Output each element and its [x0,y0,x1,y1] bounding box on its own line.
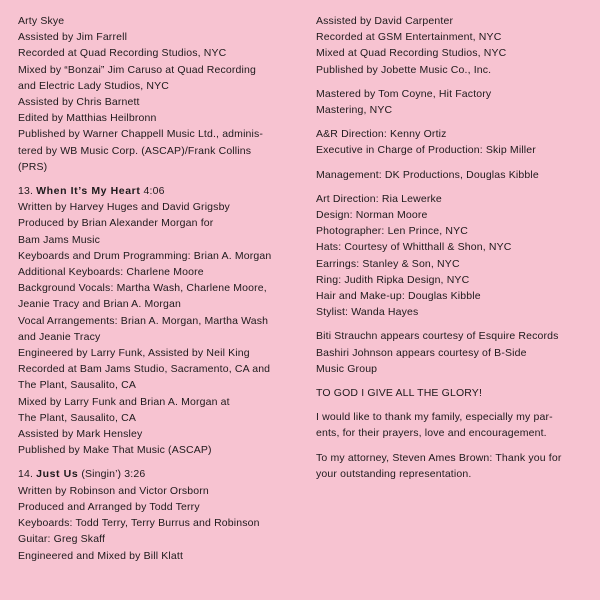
family-thanks [316,409,588,441]
track-heading [18,466,290,482]
left-column [18,13,290,564]
credit-line: Keyboards and Drum Programming: Brian A. Morgan [18,249,272,262]
credit-line: Earrings: Stanley & Son, NYC [316,257,460,270]
track-subtitle: (Singin’) [81,468,122,481]
credit-line: Arty Skye [18,15,65,27]
track-duration: 4:06 [143,185,165,198]
credits-top [18,13,290,175]
credit-line: Assisted by Jim Farrell [18,31,128,44]
credit-line: Assisted by Chris Barnett [18,96,140,109]
credit-line: Keyboards: Todd Terry, Terry Burrus and Robinson [18,517,260,530]
credit-line: Background Vocals: Martha Wash, Charlene Moore, [18,282,267,295]
mastering-block [316,86,588,118]
management-block [316,167,588,183]
credit-line: Written by Harvey Huges and David Grigsby [18,201,230,214]
production-block [316,126,588,158]
credit-line: Assisted by Mark Hensley [18,428,143,441]
track-13 [18,183,290,458]
credit-line: Music Group [316,362,378,375]
credit-line: Recorded at Quad Recording Studios, NYC [18,47,227,60]
credit-line: Hair and Make-up: Douglas Kibble [316,290,481,303]
dedication [316,385,588,401]
attorney-thanks [316,450,588,482]
credit-line: and Electric Lady Studios, NYC [18,79,169,92]
credit-line: tered by WB Music Corp. (ASCAP)/Frank Collins [18,144,252,157]
credit-line: Published by Warner Chappell Music Ltd., adminis- [18,128,264,141]
credit-line: Published by Jobette Music Co., Inc. [316,63,492,76]
track-title: Just Us [36,468,79,481]
credit-line: Mixed by “Bonzai” Jim Caruso at Quad Recording [18,63,256,76]
credits-block [316,13,588,78]
track-number: 14. [18,468,34,481]
credit-line: Guitar: Greg Skaff [18,533,106,546]
credit-line: Written by Robinson and Victor Orsborn [18,484,209,497]
credit-line: Mastered by Tom Coyne, Hit Factory [316,87,492,100]
credit-line: Stylist: Wanda Hayes [316,306,419,319]
credit-line: Recorded at GSM Entertainment, NYC [316,31,502,44]
track-heading [18,183,290,199]
credit-line: Bashiri Johnson appears courtesy of B-Side [316,346,527,359]
credit-line: Mastering, NYC [316,104,393,117]
credit-line: Mixed at Quad Recording Studios, NYC [316,47,507,60]
track-number: 13. [18,185,34,198]
credit-line: Produced and Arranged by Todd Terry [18,500,200,513]
credit-line: Art Direction: Ria Lewerke [316,192,442,205]
track-14 [18,466,290,563]
credit-line: The Plant, Sausalito, CA [18,411,136,424]
credit-line: Additional Keyboards: Charlene Moore [18,266,204,279]
credit-line: Published by Make That Music (ASCAP) [18,444,212,457]
credit-line: To my attorney, Steven Ames Brown: Thank you for [316,451,562,464]
right-column [316,13,588,482]
credit-line: I would like to thank my family, especially my par- [316,411,553,424]
credit-line: Biti Strauchn appears courtesy of Esquire Records [316,330,559,343]
credit-line: Jeanie Tracy and Brian A. Morgan [18,298,181,311]
credit-line: Bam Jams Music [18,233,101,246]
credit-line: Vocal Arrangements: Brian A. Morgan, Martha Wash [18,314,269,327]
credit-line: Produced by Brian Alexander Morgan for [18,217,214,230]
credit-line: your outstanding representation. [316,467,472,480]
credit-line: Mixed by Larry Funk and Brian A. Morgan at [18,395,230,408]
credit-line: Ring: Judith Ripka Design, NYC [316,273,470,286]
credit-line: TO GOD I GIVE ALL THE GLORY! [316,387,483,400]
credit-line: Engineered and Mixed by Bill Klatt [18,549,184,562]
art-block [316,191,588,321]
credit-line: Recorded at Bam Jams Studio, Sacramento, CA and [18,363,271,376]
track-title: When It’s My Heart [36,185,141,198]
credit-line: Edited by Matthias Heilbronn [18,112,157,125]
credit-line: ents, for their prayers, love and encouragement. [316,427,547,440]
credit-line: Executive in Charge of Production: Skip Miller [316,144,536,157]
credit-line: Design: Norman Moore [316,209,428,222]
credit-line: The Plant, Sausalito, CA [18,379,136,392]
credit-line: Engineered by Larry Funk, Assisted by Neil King [18,347,250,360]
credit-line: Photographer: Len Prince, NYC [316,225,469,238]
credit-line: Hats: Courtesy of Whitthall & Shon, NYC [316,241,512,254]
credit-line: (PRS) [18,160,48,173]
credit-line: and Jeanie Tracy [18,330,101,343]
credit-line: Assisted by David Carpenter [316,15,454,27]
track-duration: 3:26 [124,468,146,481]
credit-line: A&R Direction: Kenny Ortiz [316,128,447,141]
courtesy-block [316,328,588,377]
credit-line: Management: DK Productions, Douglas Kibble [316,168,539,181]
